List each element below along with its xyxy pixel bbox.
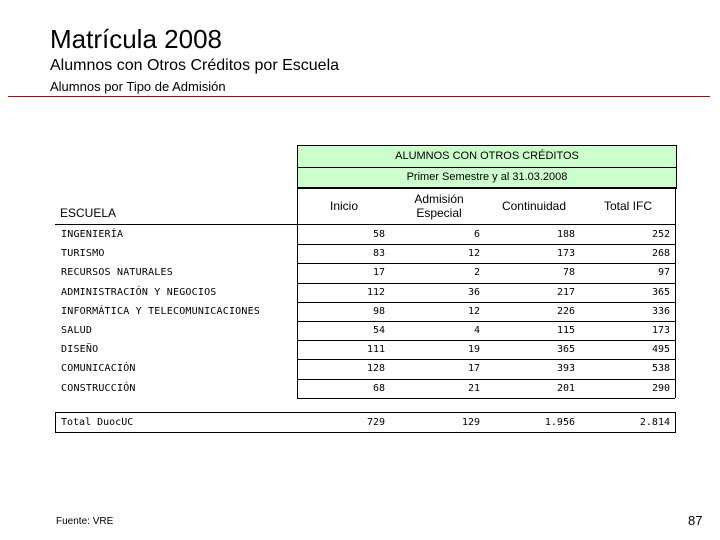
- header-left-rule: [297, 187, 298, 225]
- cell-continuidad: 78: [562, 267, 575, 278]
- cell-total: 538: [651, 363, 670, 374]
- cell-total: 268: [651, 248, 670, 259]
- page-subtitle: Alumnos con Otros Créditos por Escuela: [50, 57, 340, 74]
- row-divider: [297, 359, 675, 360]
- header-right-rule: [675, 187, 676, 225]
- header-bottom-rule: [55, 224, 675, 225]
- table-left-rule: [297, 225, 298, 398]
- group-header: [297, 145, 677, 169]
- total-row-label: Total DuocUC: [61, 417, 134, 428]
- cell-inicio: 111: [366, 344, 385, 355]
- cell-admision: 2: [473, 267, 480, 278]
- cell-admision: 21: [467, 383, 480, 394]
- column-header-inicio: Inicio: [329, 199, 358, 213]
- total-bottom-rule: [55, 432, 675, 433]
- row-divider: [297, 379, 675, 380]
- row-divider: [297, 283, 675, 284]
- cell-inicio: 58: [372, 229, 385, 240]
- cell-admision: 36: [467, 287, 480, 298]
- cell-inicio: 128: [366, 363, 385, 374]
- table-right-rule: [675, 225, 676, 398]
- title-divider: [8, 96, 710, 97]
- header-rule: [297, 187, 675, 188]
- row-divider: [297, 398, 675, 399]
- page-subtitle-secondary: Alumnos por Tipo de Admisión: [50, 79, 226, 94]
- row-label: SALUD: [61, 325, 93, 336]
- cell-total: 365: [651, 287, 670, 298]
- cell-admision: 17: [467, 363, 480, 374]
- row-divider: [297, 340, 675, 341]
- column-header-continuidad: Continuidad: [501, 199, 567, 213]
- column-header-total: Total IFC: [603, 199, 652, 213]
- row-label: TURISMO: [61, 248, 105, 259]
- cell-total: 97: [657, 267, 670, 278]
- total-left-rule: [55, 412, 56, 433]
- row-label: DISEÑO: [61, 344, 99, 355]
- source-note: Fuente: VRE: [56, 516, 114, 527]
- total-inicio: 729: [366, 417, 385, 428]
- cell-continuidad: 217: [556, 287, 575, 298]
- cell-admision: 12: [467, 248, 480, 259]
- row-divider: [297, 302, 675, 303]
- column-header-admision: Admisión Especial: [414, 192, 464, 220]
- row-label: INGENIERÍA: [61, 229, 124, 240]
- page-number: 87: [688, 513, 703, 528]
- row-divider: [297, 244, 675, 245]
- cell-total: 495: [651, 344, 670, 355]
- cell-inicio: 83: [372, 248, 385, 259]
- cell-admision: 4: [473, 325, 480, 336]
- cell-admision: 19: [467, 344, 480, 355]
- cell-inicio: 54: [372, 325, 385, 336]
- column-header-escuela: ESCUELA: [60, 206, 117, 220]
- cell-inicio: 112: [366, 287, 385, 298]
- cell-inicio: 98: [372, 306, 385, 317]
- row-divider: [297, 321, 675, 322]
- period-header: [297, 167, 677, 189]
- cell-continuidad: 188: [556, 229, 575, 240]
- page-title: Matrícula 2008: [50, 24, 222, 54]
- cell-inicio: 17: [372, 267, 385, 278]
- total-top-rule: [55, 412, 675, 413]
- row-label: INFORMÁTICA Y TELECOMUNICACIONES: [61, 306, 261, 317]
- row-label: RECURSOS NATURALES: [61, 267, 173, 278]
- row-label: ADMINISTRACIÓN Y NEGOCIOS: [61, 287, 217, 298]
- group-header-label: ALUMNOS CON OTROS CRÉDITOS: [395, 150, 579, 162]
- period-header-label: Primer Semestre y al 31.03.2008: [406, 171, 568, 183]
- cell-admision: 12: [467, 306, 480, 317]
- cell-total: 290: [651, 383, 670, 394]
- cell-admision: 6: [473, 229, 480, 240]
- cell-total: 173: [651, 325, 670, 336]
- cell-total: 336: [651, 306, 670, 317]
- row-label: CONSTRUCCIÓN: [61, 383, 136, 394]
- cell-continuidad: 201: [556, 383, 575, 394]
- total-admision: 129: [461, 417, 480, 428]
- cell-continuidad: 115: [556, 325, 575, 336]
- cell-inicio: 68: [372, 383, 385, 394]
- cell-total: 252: [651, 229, 670, 240]
- total-total: 2.814: [639, 417, 670, 428]
- row-label: COMUNICACIÓN: [61, 363, 136, 374]
- total-continuidad: 1.956: [544, 417, 575, 428]
- total-right-rule: [675, 412, 676, 433]
- cell-continuidad: 393: [556, 363, 575, 374]
- cell-continuidad: 173: [556, 248, 575, 259]
- row-divider: [297, 263, 675, 264]
- cell-continuidad: 226: [556, 306, 575, 317]
- cell-continuidad: 365: [556, 344, 575, 355]
